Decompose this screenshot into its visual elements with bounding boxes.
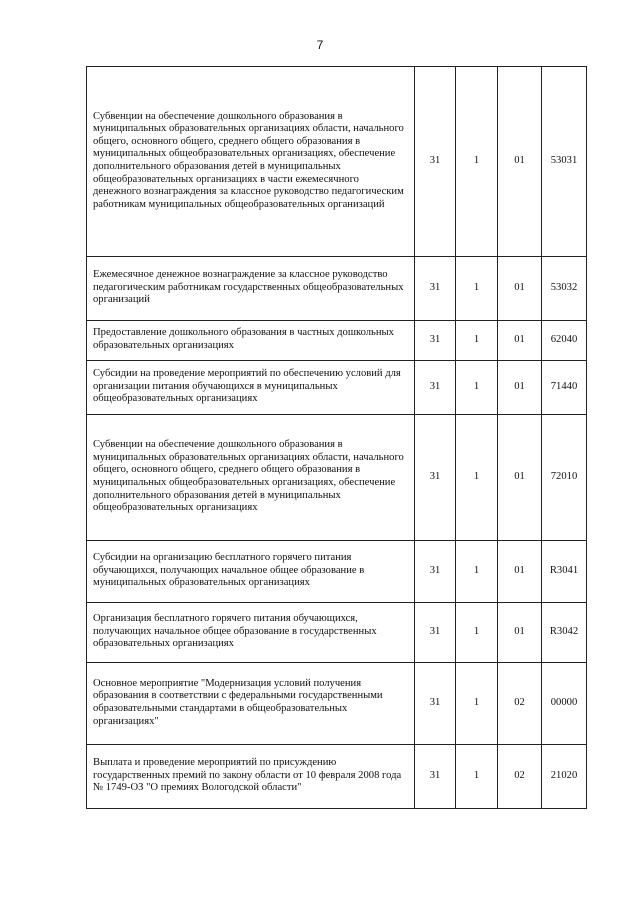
table-row	[87, 361, 587, 415]
code-cell: 01	[498, 415, 542, 541]
row-description: Субсидии на проведение мероприятий по обеспечению условий для организации питания обучающихся в муниципальных общеобразовательных организациях	[87, 361, 415, 415]
code-cell: 01	[498, 541, 542, 603]
code-cell: 1	[456, 257, 498, 321]
code-cell: 31	[415, 415, 456, 541]
code-cell: 02	[498, 663, 542, 745]
code-cell: R3042	[542, 603, 587, 663]
code-cell: 53031	[542, 67, 587, 257]
budget-classification-table	[86, 66, 587, 809]
table-row	[87, 541, 587, 603]
code-cell: 53032	[542, 257, 587, 321]
code-cell: 21020	[542, 745, 587, 809]
code-cell: 31	[415, 663, 456, 745]
table-row	[87, 67, 587, 257]
code-cell: 31	[415, 321, 456, 361]
code-cell: 1	[456, 67, 498, 257]
row-description: Предоставление дошкольного образования в частных дошкольных образовательных организациях	[87, 321, 415, 361]
code-cell: R3041	[542, 541, 587, 603]
code-cell: 31	[415, 67, 456, 257]
table-row	[87, 663, 587, 745]
code-cell: 02	[498, 745, 542, 809]
table-row	[87, 745, 587, 809]
table-row	[87, 321, 587, 361]
code-cell: 31	[415, 257, 456, 321]
row-description: Субвенции на обеспечение дошкольного образования в муниципальных образовательных организациях области, начального общего, основного общего, среднего общего образования в муниципальных общеобразовательных организациях, обеспечение дополнительного образования детей в муниципальных общеобразовательных организациях	[87, 415, 415, 541]
code-cell: 1	[456, 541, 498, 603]
row-description: Субвенции на обеспечение дошкольного образования в муниципальных образовательных организациях области, начального общего, основного общего, среднего общего образования в муниципальных общеобразовательных организациях, обеспечение дополнительного образования детей в муниципальных общеобразовательных организациях в части ежемесячного денежного вознаграждения за классное руководство педагогическим работникам муниципальных общеобразовательных организаций	[87, 67, 415, 257]
code-cell: 31	[415, 745, 456, 809]
row-description: Субсидии на организацию бесплатного горячего питания обучающихся, получающих начальное общее образование в муниципальных образовательных организациях	[87, 541, 415, 603]
code-cell: 72010	[542, 415, 587, 541]
row-description: Основное мероприятие "Модернизация условий получения образования в соответствии с федеральными государственными образовательными стандартами в общеобразовательных организациях"	[87, 663, 415, 745]
code-cell: 01	[498, 603, 542, 663]
row-description: Организация бесплатного горячего питания обучающихся, получающих начальное общее образование в государственных образовательных организациях	[87, 603, 415, 663]
code-cell: 1	[456, 663, 498, 745]
code-cell: 31	[415, 361, 456, 415]
code-cell: 62040	[542, 321, 587, 361]
code-cell: 71440	[542, 361, 587, 415]
page-number: 7	[316, 38, 324, 52]
code-cell: 1	[456, 415, 498, 541]
table-row	[87, 603, 587, 663]
code-cell: 01	[498, 257, 542, 321]
code-cell: 1	[456, 321, 498, 361]
row-description: Ежемесячное денежное вознаграждение за классное руководство педагогическим работникам государственных общеобразовательных организаций	[87, 257, 415, 321]
code-cell: 01	[498, 361, 542, 415]
code-cell: 1	[456, 745, 498, 809]
row-description: Выплата и проведение мероприятий по присуждению государственных премий по закону области от 10 февраля 2008 года № 1749-ОЗ "О премиях Вологодской области"	[87, 745, 415, 809]
code-cell: 31	[415, 603, 456, 663]
code-cell: 31	[415, 541, 456, 603]
code-cell: 01	[498, 321, 542, 361]
code-cell: 1	[456, 361, 498, 415]
table-row	[87, 257, 587, 321]
code-cell: 01	[498, 67, 542, 257]
code-cell: 00000	[542, 663, 587, 745]
table-row	[87, 415, 587, 541]
code-cell: 1	[456, 603, 498, 663]
